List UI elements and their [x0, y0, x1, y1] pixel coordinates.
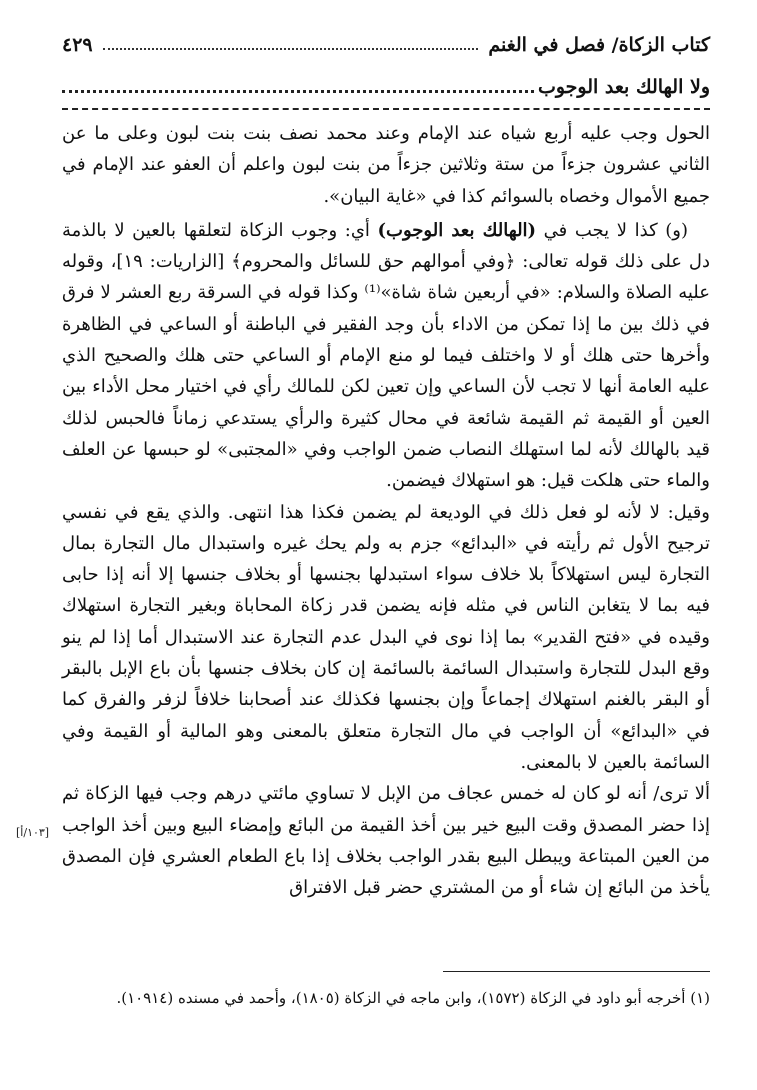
- paragraph-3: وقيل: لا لأنه لو فعل ذلك في الوديعة لم يضمن فكذا هذا انتهى. والذي يقع في نفسي ترجيح الأول ثم رأيته في «البدائع» جزم به ولم يحك غيره واستبدال مال التجارة بمال التجارة ليس استهلاكاً بلا خلاف سواء استبدلها بجنسها أو بخلاف جنسها إلا أنه إذا حابى فيه بما لا يتغابن الناس في مثله فإنه يضمن قدر زكاة المحاباة وبغير التجارة استهلاك وقيده في «فتح القدير» بما إذا نوى في البدل عدم التجارة عند الاستبدال أما إذا لم ينو وقع البدل للتجارة واستبدال السائمة بالسائمة إن كان بخلاف جنسها بأن باع الإبل بالبقر أو البقر بالغنم استهلاك إجماعاً وإن بجنسها فكذلك عند أصحابنا خلافاً لزفر والفرق كما في «البدائع» أن الواجب في مال التجارة متعلق بالمعنى وهو المالية أو القيمة وفي السائمة بالعين لا بالمعنى.: [62, 501, 710, 773]
- paragraph-4: ألا ترى/ أنه لو كان له خمس عجاف من الإبل لا تساوي مائتي درهم وجب فيها الزكاة ثم إذا حضر المصدق وقت البيع خير بين أخذ القيمة من البائع وإمضاء البيع وبين أخذ الواجب من العين المبتاعة ويبطل البيع بقدر الواجب بخلاف إذا باع الطعام العشري فإن المصدق يأخذ من البائع إن شاء أو من المشتري حضر قبل الافتراق: [62, 783, 710, 899]
- paragraph-1: الحول وجب عليه أربع شياه عند الإمام وعند محمد نصف بنت بنت لبون وعلى ما عن الثاني عشرون جزءاً من ستة وثلاثين جزءاً من بنت لبون واعلم أن العفو عند الإمام في جميع الأموال وخصاه بالسوائم كذا في «غاية البيان».: [62, 123, 710, 207]
- paragraph-2: [62, 215, 710, 497]
- matn-quote: (الهالك بعد الوجوب): [377, 219, 537, 241]
- page-number: ٤٢٩: [62, 34, 93, 56]
- footnote-separator: [443, 971, 710, 972]
- dashed-separator: [62, 108, 710, 110]
- footnote: (١) أخرجه أبو داود في الزكاة (١٥٧٢)، وابن ماجه في الزكاة (١٨٠٥)، وأحمد في مسنده (١٠٩١٤).: [116, 989, 710, 1007]
- matn-dotted-leader: [62, 90, 534, 93]
- chapter-title: كتاب الزكاة/ فصل في الغنم: [488, 34, 710, 56]
- header-dotted-leader: [103, 48, 479, 50]
- paragraph-2-lead: (و) كذا لا يجب في: [536, 219, 688, 241]
- matn-text: ولا الهالك بعد الوجوب: [537, 76, 710, 98]
- manuscript-folio-ref: [١٠٣/أ]: [16, 826, 50, 839]
- commentary-text: [62, 118, 710, 903]
- paragraph-2-rest: أي: وجوب الزكاة لتعلقها بالعين لا بالذمة دل على ذلك قوله تعالى: ﴿وفي أموالهم حق للسائل والمحروم﴾ [الزاريات: ١٩]، وقوله عليه الصلاة والسلام: «في أربعين شاة شاة»⁽¹⁾ وكذا قوله في السرقة ربع العشر لا فرق في ذلك بين ما إذا تمكن من الاداء بأن وجد الفقير في الباطنة أو الساعي في الظاهرة وأخرها حتى هلك أو لا واختلف فيما لو منع الإمام أو الساعي حتى هلك والصحيح الذي عليه العامة أنها لا تجب لأن الساعي وإن تعين لكن للمالك رأي في اختيار محل الأداء بين العين أو القيمة ثم القيمة شائعة في محال كثيرة والرأي يستدعي زماناً فالحبس لذلك قيد بالهالك لأنه لما استهلك النصاب ضمن الواجب وفي «المجتبى» لو حبسها عن العلف والماء حتى هلكت قيل: هو استهلاك فيضمن.: [62, 219, 710, 492]
- running-header: [62, 28, 710, 62]
- matn-heading: [62, 72, 710, 102]
